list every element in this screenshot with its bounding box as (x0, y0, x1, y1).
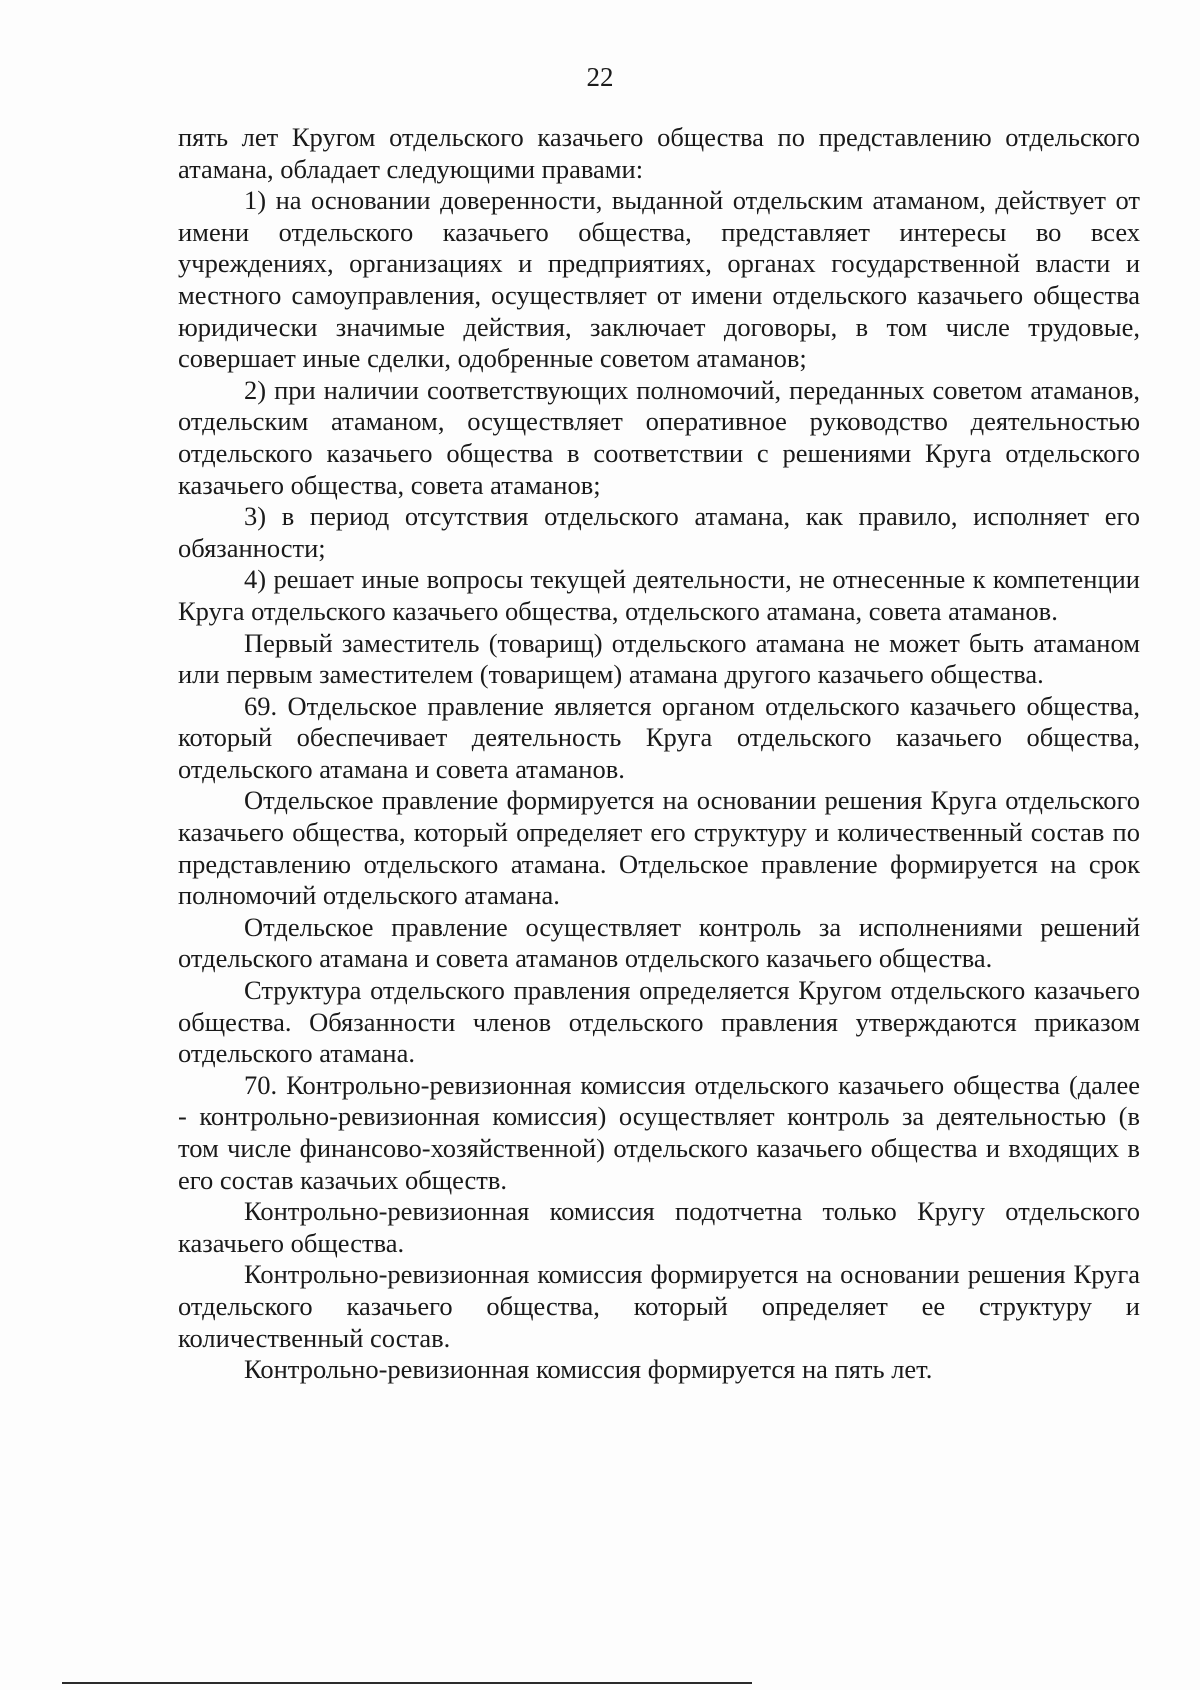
paragraph: 70. Контрольно-ревизионная комиссия отдельского казачьего общества (далее - контрольно-ревизионная комиссия) осуществляет контроль за деятельностью (в том числе финансово-хозяйственной) отдельского казачьего общества и входящих в его состав казачьих обществ. (178, 1069, 1140, 1195)
paragraph: Структура отдельского правления определяется Кругом отдельского казачьего общества. Обязанности членов отдельского правления утверждаются приказом отдельского атамана. (178, 975, 1140, 1069)
paragraph: 3) в период отсутствия отдельского атамана, как правило, исполняет его обязанности; (178, 501, 1140, 563)
paragraph: 69. Отдельское правление является органом отдельского казачьего общества, который обеспечивает деятельность Круга отдельского казачьего общества, отдельского атамана и совета атаманов. (178, 690, 1140, 784)
paragraph: Отдельское правление формируется на основании решения Круга отдельского казачьего общества, который определяет его структуру и количественный состав по представлению отдельского атамана. Отдельское правление формируется на срок полномочий отдельского атамана. (178, 785, 1140, 911)
paragraph: пять лет Кругом отдельского казачьего общества по представлению отдельского атамана, обладает следующими правами: (178, 122, 1140, 184)
footer-divider (62, 1682, 752, 1684)
paragraph: Контрольно-ревизионная комиссия формируется на основании решения Круга отдельского казачьего общества, который определяет ее структуру и количественный состав. (178, 1259, 1140, 1353)
paragraph: Первый заместитель (товарищ) отдельского атамана не может быть атаманом или первым заместителем (товарищем) атамана другого казачьего общества. (178, 627, 1140, 690)
paragraph: Контрольно-ревизионная комиссия подотчетна только Кругу отдельского казачьего общества. (178, 1196, 1140, 1258)
document-body (178, 122, 1140, 1386)
paragraph: 4) решает иные вопросы текущей деятельности, не отнесенные к компетенции Круга отдельского казачьего общества, отдельского атамана, совета атаманов. (178, 564, 1140, 626)
paragraph: Отдельское правление осуществляет контроль за исполнениями решений отдельского атамана и совета атаманов отдельского казачьего общества. (178, 911, 1140, 974)
paragraph: 2) при наличии соответствующих полномочий, переданных советом атаманов, отдельским атаманом, осуществляет оперативное руководство деятельностью отдельского казачьего общества в соответствии с решениями Круга отдельского казачьего общества, совета атаманов; (178, 374, 1140, 500)
paragraph: 1) на основании доверенности, выданной отдельским атаманом, действует от имени отдельского казачьего общества, представляет интересы во всех учреждениях, организациях и предприятиях, органах государственной власти и местного самоуправления, осуществляет от имени отдельского казачьего общества юридически значимые действия, заключает договоры, в том числе трудовые, совершает иные сделки, одобренные советом атаманов; (178, 185, 1140, 374)
paragraph: Контрольно-ревизионная комиссия формируется на пять лет. (244, 1354, 933, 1385)
page-number: 22 (586, 62, 614, 92)
